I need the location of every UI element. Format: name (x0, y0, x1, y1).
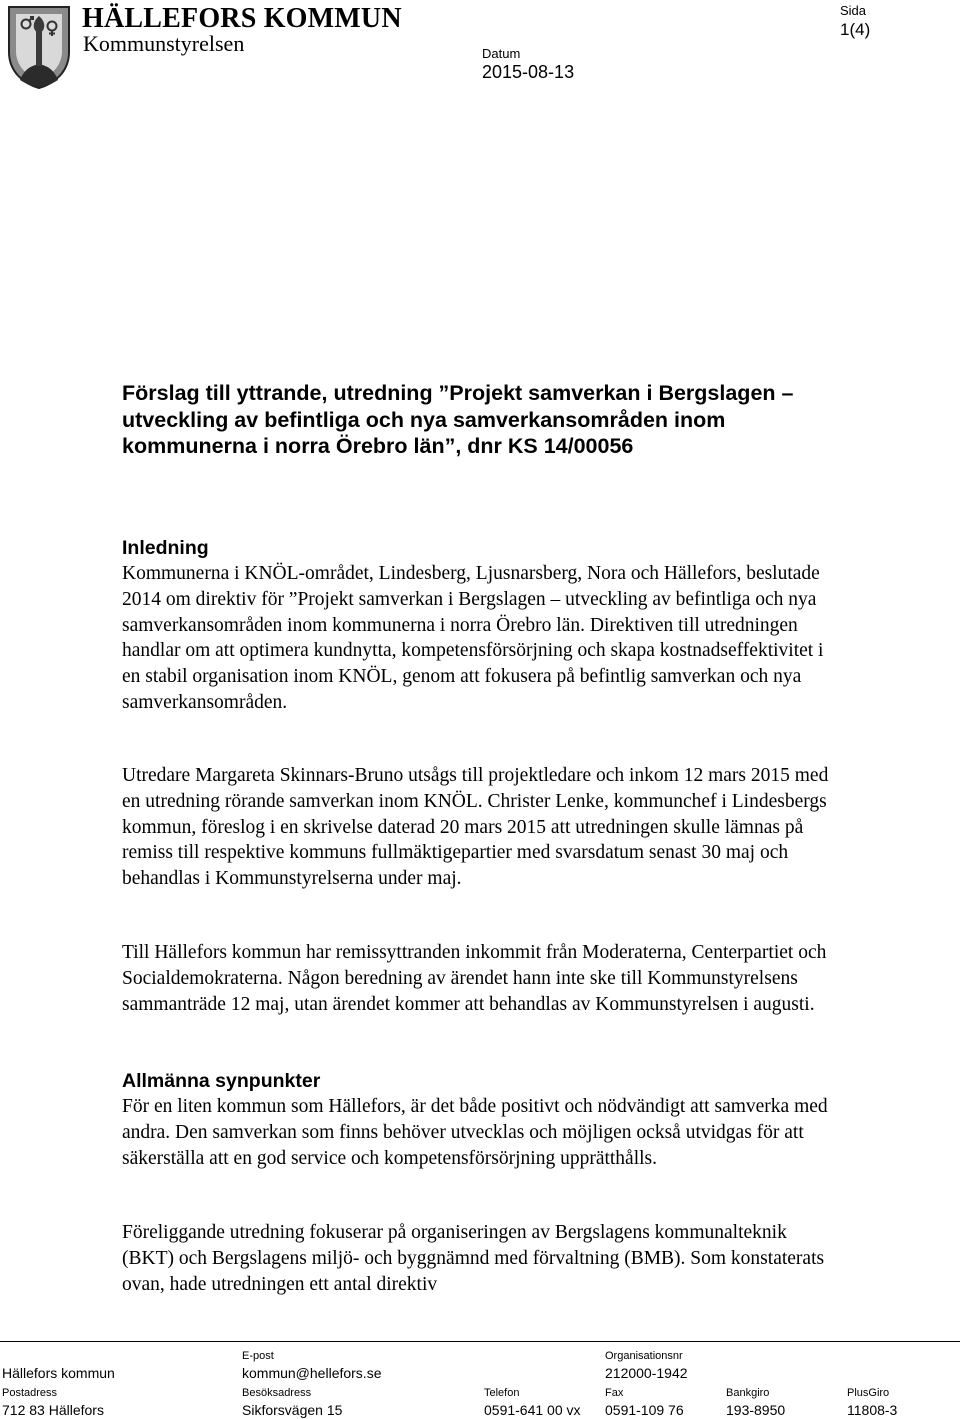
general-paragraph-1: För en liten kommun som Hällefors, är det både positivt och nödvändigt att samverka med andra. Den samverkan som finns behöver utvecklas och möjligen också utvidgas för att säkerställa att en god service och kompetensförsörjning upprätthålls. (122, 1096, 828, 1169)
page-number: 1(4) (840, 20, 871, 39)
document-title: Förslag till yttrande, utredning ”Projekt samverkan i Bergslagen – utveckling av befintliga och nya samverkansområden inom kommunerna i norra Örebro län”, dnr KS 14/00056 (122, 381, 794, 458)
footer-visit: Sikforsvägen 15 (242, 1402, 343, 1418)
footer-fax: 0591-109 76 (605, 1402, 684, 1418)
footer-bankgiro-label: Bankgiro (726, 1387, 770, 1399)
date-value: 2015-08-13 (482, 62, 575, 82)
date-label: Datum (482, 46, 521, 61)
section-heading-intro: Inledning (122, 537, 209, 559)
footer-email[interactable]: kommun@hellefors.se (242, 1365, 382, 1381)
footer-plusgiro-label: PlusGiro (847, 1387, 890, 1399)
footer-fax-label: Fax (605, 1387, 624, 1399)
footer-bankgiro: 193-8950 (726, 1402, 786, 1418)
intro-paragraph-1: Kommunerna i KNÖL-området, Lindesberg, Ljusnarsberg, Nora och Hällefors, beslutade 2014 om direktiv för ”Projekt samverkan i Bergslagen – utveckling av befintliga och nya samverkansområden inom kommunerna i norra Örebro län. Direktiven till utredningen handlar om att optimera kundnytta, kompetensförsörjning och skapa kostnadseffektivitet i en stabil organisation inom KNÖL, genom att fokusera på befintlig samverkan och nya samverkansområden. (122, 563, 824, 713)
footer-phone-label: Telefon (484, 1387, 520, 1399)
organization-unit: Kommunstyrelsen (83, 31, 245, 56)
footer-postal: 712 83 Hällefors (2, 1402, 104, 1418)
organization-name: HÄLLEFORS KOMMUN (82, 3, 402, 34)
general-paragraph-2: Föreliggande utredning fokuserar på organiseringen av Bergslagens kommunalteknik (BKT) och Bergslagens miljö- och byggnämnd med förvaltning (BMB). Som konstaterats ovan, hade utredningen ett antal direktiv (122, 1222, 825, 1295)
footer-visit-label: Besöksadress (242, 1387, 312, 1399)
section-heading-general: Allmänna synpunkter (122, 1070, 321, 1092)
footer-phone: 0591-641 00 vx (484, 1402, 581, 1418)
intro-paragraph-2: Utredare Margareta Skinnars-Bruno utsågs till projektledare och inkom 12 mars 2015 med en utredning rörande samverkan inom KNÖL. Christer Lenke, kommunchef i Lindesbergs kommun, föreslog i en skrivelse daterad 20 mars 2015 att utredningen skulle lämnas på remiss till respektive kommuns fullmäktigepartier med svarsdatum senast 30 maj och behandlas i Kommunstyrelserna under maj. (122, 765, 829, 890)
footer-plusgiro: 11808-3 (847, 1402, 898, 1418)
footer-orgnr-label: Organisationsnr (605, 1350, 683, 1362)
footer-org-name: Hällefors kommun (2, 1365, 115, 1381)
footer-email-label: E-post (242, 1350, 274, 1362)
intro-paragraph-3: Till Hällefors kommun har remissyttranden inkommit från Moderaterna, Centerpartiet och Socialdemokraterna. Någon beredning av ärendet hann inte ske till Kommunstyrelsens sammanträde 12 maj, utan ärendet kommer att behandlas av Kommunstyrelsen i augusti. (122, 942, 827, 1015)
footer-divider (0, 1341, 960, 1342)
coat-of-arms-logo (6, 4, 72, 90)
footer-orgnr: 212000-1942 (605, 1365, 688, 1381)
footer-postal-label: Postadress (2, 1387, 58, 1399)
page-label: Sida (840, 3, 867, 18)
